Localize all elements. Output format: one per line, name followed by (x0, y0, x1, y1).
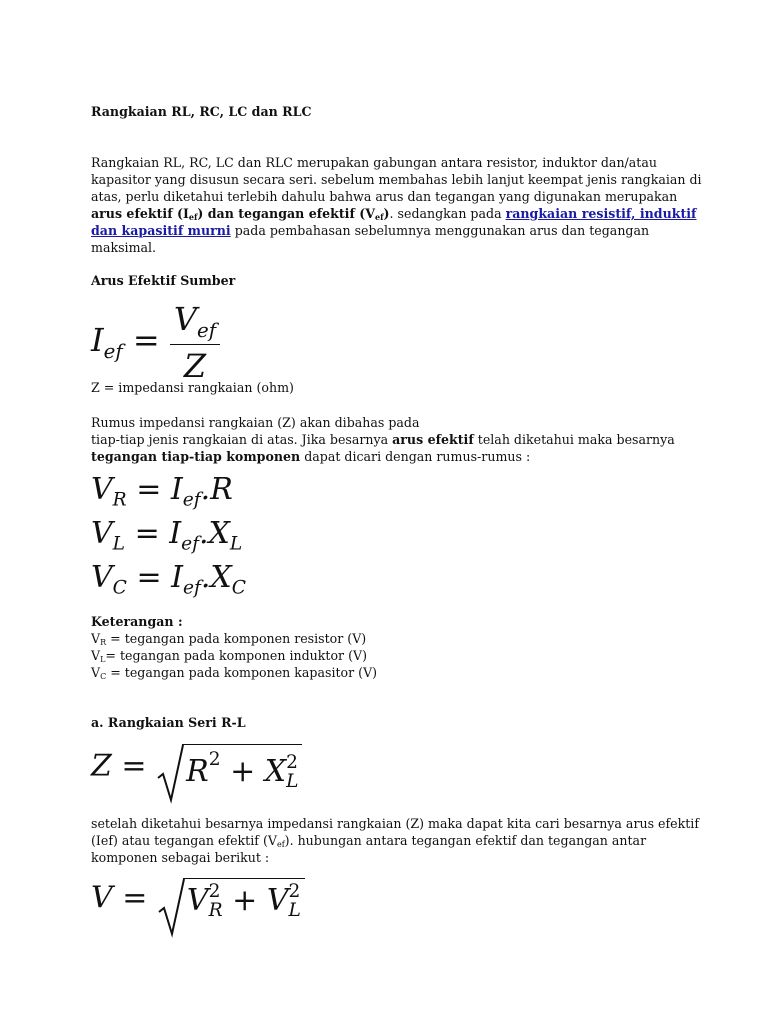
eq-z-lhs: Z (91, 748, 112, 784)
eq-vr-i: I (170, 472, 183, 507)
eq-vr-lhs-sub: R (112, 489, 127, 511)
rl-para-text-2: ). hubungan antara tegangan efektif dan tegangan antar komponen sebagai berikut : (91, 833, 647, 865)
eq-v-vr-sub: R (208, 900, 223, 921)
eq-z-x-sup: 2 (286, 752, 298, 774)
eq-vr-equals: = (136, 472, 162, 507)
impedance-text-2: telah diketahui maka besarnya (473, 432, 675, 447)
eq-z-equals: = (121, 748, 147, 784)
eq-v-vl-sup: 2 (288, 881, 301, 903)
eq-z-x: X (264, 753, 287, 789)
eq-vl-lhs-sub: L (112, 533, 126, 555)
intro-bold-arus-text: arus efektif (I (91, 206, 189, 221)
impedance-paragraph (91, 414, 711, 465)
document-title: Rangkaian RL, RC, LC dan RLC (91, 104, 312, 119)
sqrt-sign-icon (157, 878, 187, 938)
eq-ief-lhs-sub: ef (103, 339, 123, 363)
intro-bold-tegangan-text: ) dan tegangan efektif (V (197, 206, 376, 221)
intro-sub-ief: ef (188, 212, 198, 222)
intro-text-1: Rangkaian RL, RC, LC dan RLC merupakan gabungan antara resistor, induktor dan/atau kapasitor yang disusun secara seri. sebelum membahas lebih lanjut keempat jenis rangkaian di atas, perlu diketahui terlebih dahulu bahwa arus dan tegangan yang digunakan merupakan (91, 155, 702, 204)
eq-vc-rhs: .X (200, 560, 232, 595)
eq-ief-fraction (170, 300, 220, 385)
heading-seri-rl: a. Rangkaian Seri R-L (91, 715, 246, 730)
eq-vl-equals: = (134, 516, 160, 551)
rl-paragraph (91, 815, 711, 866)
eq-v-equals: = (122, 880, 148, 916)
keterangan-block (91, 613, 711, 681)
ket-vr-sub: R (100, 638, 107, 647)
eq-ief-equals: = (132, 320, 160, 359)
eq-v-vl: V (266, 883, 289, 918)
eq-vr-lhs: V (91, 472, 113, 507)
eq-ief-numerator (170, 300, 220, 345)
intro-text-2: . sedangkan pada (389, 206, 506, 221)
eq-v-vr-supsub (209, 883, 223, 920)
eq-v-sqrt-inner (183, 878, 305, 921)
eq-ief-denominator: Z (183, 346, 207, 385)
ket-vc-sym: V (91, 665, 101, 680)
eq-ief-num-sub: ef (196, 318, 217, 342)
impedance-bold-arus: arus efektif (392, 432, 474, 447)
keterangan-heading: Keterangan : (91, 614, 183, 629)
equation-vr (91, 472, 233, 511)
eq-z-r: R (186, 753, 209, 789)
ket-vl-text: = tegangan pada komponen induktor (V) (105, 648, 368, 663)
link-rangkaian-resistif[interactable]: rangkaian resistif, induktif dan kapasitif murni (91, 206, 697, 238)
eq-v-vr: V (186, 883, 209, 918)
ket-vr-text: = tegangan pada komponen resistor (V) (106, 631, 367, 646)
eq-v-plus: + (232, 883, 258, 918)
sqrt-sign-icon (156, 744, 186, 804)
eq-v-lhs: V (91, 880, 113, 916)
keterangan-item-vr (91, 631, 366, 646)
eq-v-vr-sup: 2 (208, 881, 221, 903)
equation-z-rl (91, 744, 302, 791)
ket-vl-sub: L (100, 655, 106, 664)
eq-vc-lhs: V (91, 560, 113, 595)
equation-vc (91, 560, 246, 599)
z-note: Z = impedansi rangkaian (ohm) (91, 380, 294, 395)
impedance-text-3: dapat dicari dengan rumus-rumus : (300, 449, 531, 464)
eq-v-sqrt (157, 878, 305, 921)
eq-vc-equals: = (136, 560, 162, 595)
impedance-line-1: Rumus impedansi rangkaian (Z) akan dibahas pada (91, 415, 420, 430)
intro-bold-arus (91, 206, 390, 221)
keterangan-item-vc (91, 665, 377, 680)
heading-arus-efektif: Arus Efektif Sumber (91, 273, 236, 288)
equation-ief (91, 300, 220, 385)
eq-v-vl-supsub (288, 883, 300, 920)
eq-vr-rhs: .R (200, 472, 233, 507)
eq-vl-lhs: V (91, 516, 113, 551)
ket-vl-sym: V (91, 648, 101, 663)
eq-ief-num-v: V (173, 300, 197, 338)
eq-vl-rhs: .X (199, 516, 230, 551)
ket-vc-sub: C (100, 672, 107, 681)
eq-vl-i: I (169, 516, 182, 551)
rl-para-sub: ef (276, 840, 285, 849)
eq-v-vl-sub: L (288, 900, 301, 921)
intro-paragraph (91, 154, 711, 256)
intro-bold-close: ) (383, 206, 390, 221)
intro-sub-vef: ef (375, 212, 384, 222)
intro-text-3: pada pembahasan sebelumnya menggunakan arus dan tegangan maksimal. (91, 223, 650, 255)
rl-para-text-1: setelah diketahui besarnya impedansi rangkaian (Z) maka dapat kita cari besarnya arus efektif (Ief) atau tegangan efektif (V (91, 816, 699, 848)
keterangan-item-vl (91, 648, 367, 663)
eq-z-r-sup: 2 (208, 749, 221, 770)
eq-z-sqrt-inner (182, 744, 302, 791)
eq-z-sqrt (156, 744, 302, 791)
eq-vc-lhs-sub: C (112, 577, 127, 599)
eq-vl-i-sub: ef (181, 533, 200, 555)
eq-z-plus: + (230, 753, 256, 789)
equation-vl (91, 516, 242, 555)
eq-vc-i-sub: ef (183, 577, 201, 599)
eq-vr-i-sub: ef (182, 489, 201, 511)
eq-ief-lhs: I (91, 320, 104, 359)
ket-vc-text: = tegangan pada komponen kapasitor (V) (106, 665, 378, 680)
impedance-text-1: tiap-tiap jenis rangkaian di atas. Jika besarnya (91, 432, 393, 447)
eq-vc-rhs-sub: C (231, 577, 247, 599)
ket-vr-sym: V (91, 631, 101, 646)
eq-vl-rhs-sub: L (229, 533, 243, 555)
eq-z-x-supsub (286, 754, 298, 791)
equation-v-rl (91, 878, 305, 921)
impedance-bold-tegangan: tegangan tiap-tiap komponen (91, 449, 301, 464)
eq-vc-i: I (171, 560, 183, 595)
eq-z-x-sub: L (286, 770, 299, 792)
